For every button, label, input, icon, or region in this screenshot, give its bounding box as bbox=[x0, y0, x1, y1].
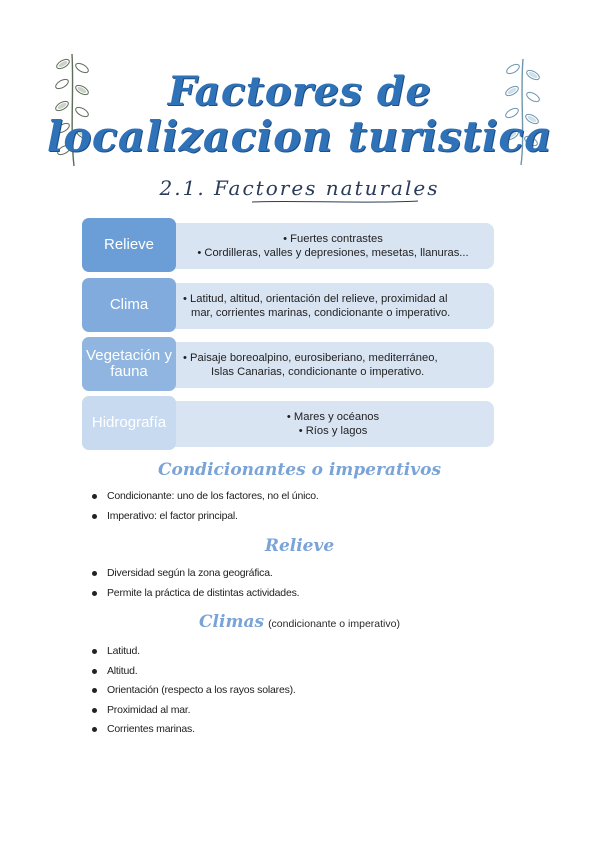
section-heading-condicionantes: Condicionantes o imperativos bbox=[157, 460, 442, 480]
section-heading-relieve: Relieve bbox=[264, 536, 335, 556]
factor-label: Relieve bbox=[82, 218, 176, 272]
list-item: Latitud. bbox=[92, 642, 296, 662]
section-subtitle: 2.1. Factores naturales bbox=[159, 176, 440, 200]
factor-bullet: • Mares y océanos bbox=[286, 411, 380, 423]
list-item: Imperativo: el factor principal. bbox=[92, 507, 319, 527]
factor-bullet: Islas Canarias, condicionante o imperativo. bbox=[211, 366, 425, 378]
list-item: Permite la práctica de distintas actividades. bbox=[92, 584, 299, 604]
factor-label: Clima bbox=[82, 278, 176, 332]
list-item: Corrientes marinas. bbox=[92, 720, 296, 740]
bullet-list-climas bbox=[92, 642, 296, 740]
page-title-line-1: Factores de bbox=[167, 68, 432, 115]
factor-row-clima bbox=[82, 278, 494, 332]
factor-bullet: • Cordilleras, valles y depresiones, mesetas, llanuras... bbox=[197, 247, 469, 259]
list-item: Diversidad según la zona geográfica. bbox=[92, 564, 299, 584]
factor-row-hidrografia bbox=[82, 396, 494, 450]
factor-bullet: • Ríos y lagos bbox=[298, 425, 368, 437]
factor-label: Hidrografía bbox=[82, 396, 176, 450]
section-heading-climas bbox=[0, 612, 599, 632]
section-heading-climas-note: (condicionante o imperativo) bbox=[268, 618, 400, 630]
list-item: Altitud. bbox=[92, 662, 296, 682]
factor-label: Vegetación y fauna bbox=[82, 337, 176, 391]
factor-bullets bbox=[177, 283, 495, 329]
factor-row-relieve bbox=[82, 218, 494, 272]
list-item: Condicionante: uno de los factores, no el único. bbox=[92, 487, 319, 507]
factor-row-vegetacion bbox=[82, 337, 494, 391]
factor-bullet: mar, corrientes marinas, condicionante o imperativo. bbox=[191, 307, 451, 319]
factor-bullets bbox=[177, 342, 495, 388]
bullet-list-relieve bbox=[92, 564, 299, 603]
factor-bullet: • Fuertes contrastes bbox=[283, 233, 383, 245]
factor-bullets bbox=[177, 401, 489, 447]
page-title-line-2: localizacion turistica bbox=[46, 112, 553, 161]
section-heading-climas-text: Climas bbox=[199, 612, 265, 632]
factor-bullet: • Paisaje boreoalpino, eurosiberiano, mediterráneo, bbox=[183, 352, 438, 364]
bullet-list-condicionantes bbox=[92, 487, 319, 526]
factor-bullet: • Latitud, altitud, orientación del relieve, proximidad al bbox=[183, 293, 448, 305]
factor-bullets bbox=[177, 223, 489, 269]
subtitle-underline bbox=[250, 198, 420, 206]
list-item: Orientación (respecto a los rayos solares). bbox=[92, 681, 296, 701]
list-item: Proximidad al mar. bbox=[92, 701, 296, 721]
